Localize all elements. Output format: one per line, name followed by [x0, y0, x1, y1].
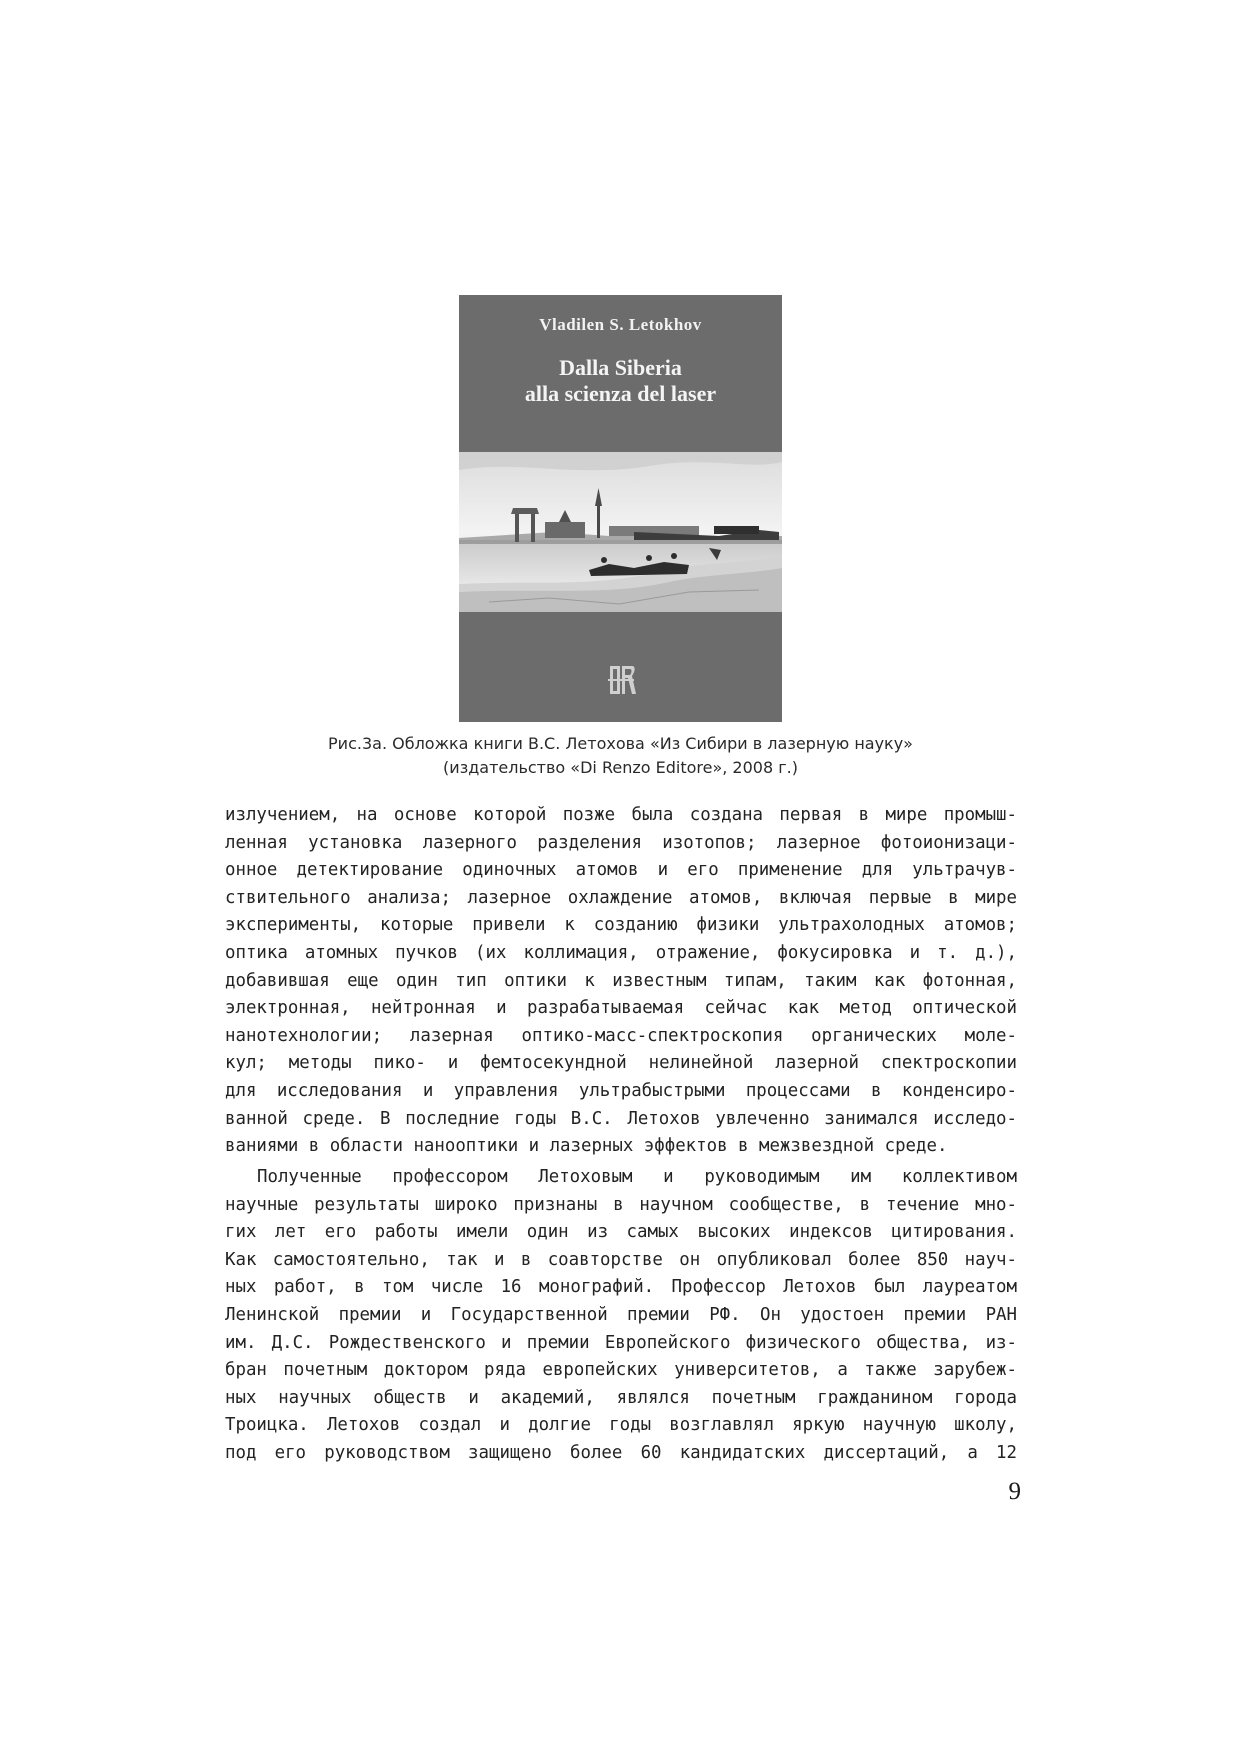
text-line: ных научных обществ и академий, являлся почетным гражданином города — [225, 1387, 1017, 1408]
text-line: им. Д.С. Рождественского и премии Европейского физического общества, из- — [225, 1332, 1017, 1353]
figure-caption-line-1: Рис.3а. Обложка книги В.С. Летохова «Из Сибири в лазерную науку» — [328, 734, 913, 753]
text-line: ванной среде. В последние годы В.С. Летохов увлеченно занимался исследо- — [225, 1108, 1017, 1129]
text-line: ваниями в области нанооптики и лазерных эффектов в межзвездной среде. — [225, 1136, 948, 1157]
text-line: Ленинской премии и Государственной премии РФ. Он удостоен премии РАН — [225, 1304, 1017, 1325]
text-line: кул; методы пико- и фемтосекундной нелинейной лазерной спектроскопии — [225, 1053, 1017, 1074]
text-line: Как самостоятельно, так и в соавторстве он опубликовал более 850 науч- — [225, 1249, 1017, 1270]
text-line: Троицка. Летохов создал и долгие годы возглавлял яркую научную школу, — [225, 1415, 1017, 1436]
text-line: бран почетным доктором ряда европейских университетов, а также зарубеж- — [225, 1360, 1017, 1381]
text-line: Полученные профессором Летоховым и руководимым им коллективом — [257, 1167, 1017, 1187]
page-number: 9 — [1008, 1478, 1021, 1505]
paragraph-1 — [225, 802, 1017, 1161]
text-line: онное детектирование одиночных атомов и его применение для ультрачув- — [225, 860, 1017, 881]
text-line: оптика атомных пучков (их коллимация, отражение, фокусировка и т. д.), — [225, 942, 1017, 963]
text-line: ствительного анализа; лазерное охлаждение атомов, включая первые в мире — [225, 887, 1017, 908]
text-line: ных работ, в том числе 16 монографий. Профессор Летохов был лауреатом — [225, 1277, 1017, 1298]
text-line: излучением, на основе которой позже была создана первая в мире промыш- — [225, 805, 1017, 825]
text-line: нанотехнологии; лазерная оптико-масс-спектроскопия органических моле- — [225, 1025, 1017, 1046]
cover-title-line-2: alla scienza del laser — [524, 381, 717, 406]
text-line: электронная, нейтронная и разрабатываемая сейчас как метод оптической — [225, 998, 1017, 1019]
text-line: научные результаты широко признаны в научном сообществе, в течение мно- — [225, 1194, 1017, 1215]
text-line: под его руководством защищено более 60 кандидатских диссертаций, а 12 — [225, 1442, 1017, 1463]
text-line: для исследования и управления ультрабыстрыми процессами в конденсиро- — [225, 1080, 1017, 1101]
figure-caption-line-2: (издательство «Di Renzo Editore», 2008 г.) — [443, 758, 798, 777]
cover-title-line-1: Dalla Siberia — [559, 355, 682, 380]
book-cover-image — [459, 295, 782, 722]
paragraph-2 — [225, 1164, 1017, 1468]
cover-illustration — [459, 452, 782, 612]
publisher-logo — [604, 662, 638, 698]
text-line: эксперименты, которые привели к созданию физики ультрахолодных атомов; — [225, 915, 1017, 936]
text-line: ленная установка лазерного разделения изотопов; лазерное фотоионизаци- — [225, 832, 1017, 853]
cover-author: Vladilen S. Letokhov — [539, 315, 702, 334]
text-line: добавившая еще один тип оптики к известным типам, таким как фотонная, — [225, 970, 1017, 991]
text-line: гих лет его работы имели один из самых высоких индексов цитирования. — [225, 1222, 1017, 1243]
